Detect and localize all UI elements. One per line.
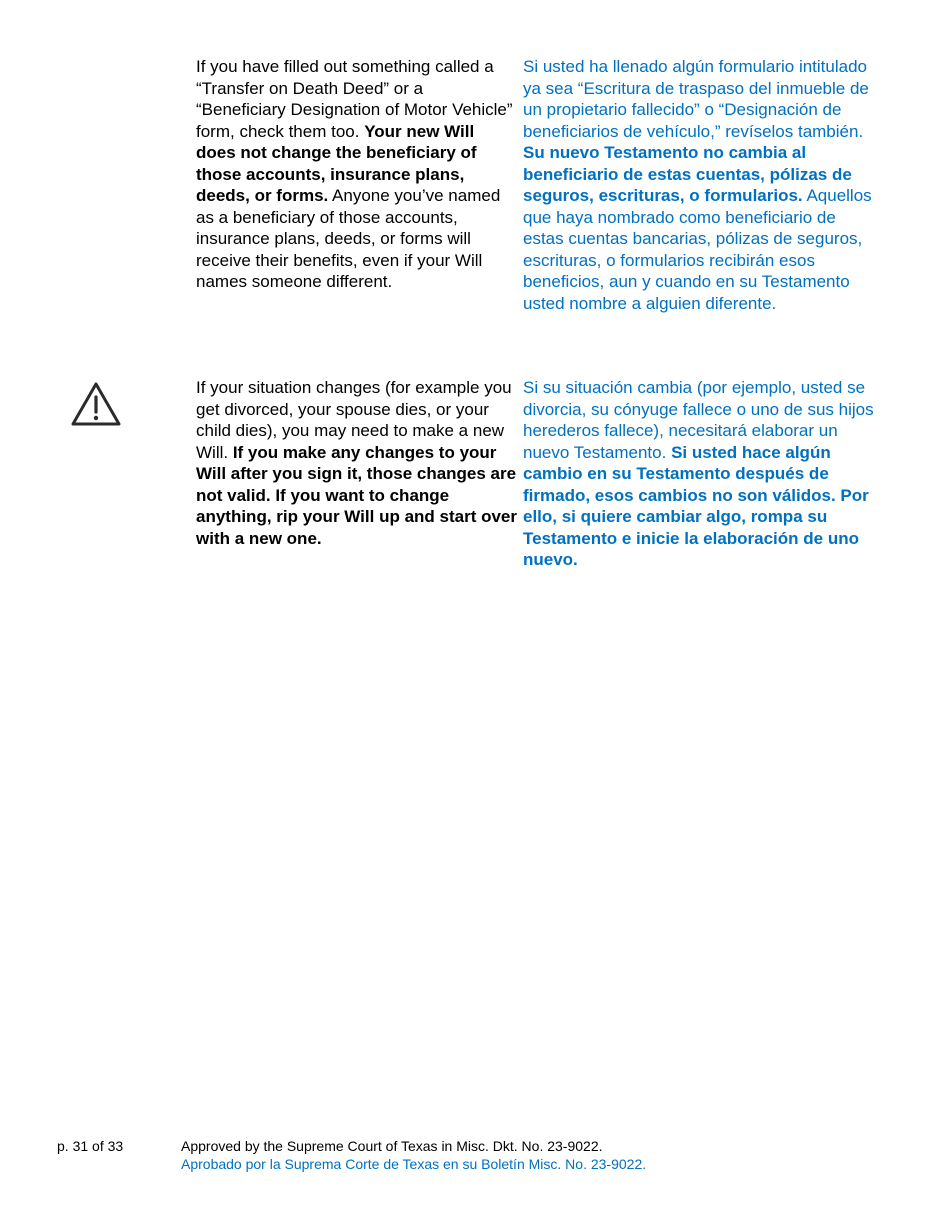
footer-page-label: p. 31 of 33 <box>57 1138 124 1154</box>
section-1-english-bold: Your new Will does not change the beneficiary of those accounts, insurance plans, deeds, or forms. <box>196 121 477 205</box>
section-1-spanish-text-after: Aquellos que haya nombrado como beneficiario de estas cuentas bancarias, pólizas de seguros, escrituras, o formularios recibirán esos beneficios, aun y cuando en su Testamento usted nombre a alguien diferente. <box>523 186 872 313</box>
section-1-spanish-text: Si usted ha llenado algún formulario intitulado ya sea “Escritura de traspaso del inmueble de un propietario fallecido” o “Designación de beneficiarios de vehículo,” revíselos también. <box>523 57 869 141</box>
section-1-english-text-after: Anyone you’ve named as a beneficiary of those accounts, insurance plans, deeds, or forms will receive their benefits, even if your Will names someone different. <box>196 186 501 291</box>
section-1-english-text: If you have filled out something called a “Transfer on Death Deed” or a “Beneficiary Designation of Motor Vehicle” form, check them too. <box>196 57 513 141</box>
footer-approval-english: Approved by the Supreme Court of Texas in Misc. Dkt. No. 23-9022. <box>181 1138 603 1154</box>
section-1-spanish-bold: Su nuevo Testamento no cambia al beneficiario de estas cuentas, pólizas de seguros, escrituras, o formularios. <box>523 143 852 205</box>
section-2-spanish-text: Si su situación cambia (por ejemplo, usted se divorcia, su cónyuge fallece o uno de sus hijos herederos fallece), necesitará elaborar un nuevo Testamento. <box>523 378 874 462</box>
footer-approval-spanish: Aprobado por la Suprema Corte de Texas en su Boletín Misc. No. 23-9022. <box>181 1156 647 1172</box>
section-1-spanish <box>523 56 881 314</box>
section-2-english-bold: If you make any changes to your Will after you sign it, those changes are not valid. If you want to change anything, rip your Will up and start over with a new one. <box>196 442 517 548</box>
section-1-english <box>196 56 514 293</box>
section-2-english <box>196 377 518 549</box>
section-2-spanish <box>523 377 878 571</box>
warning-icon <box>70 380 122 428</box>
section-2-english-text: If your situation changes (for example you get divorced, your spouse dies, or your child dies), you may need to make a new Will. <box>196 378 512 462</box>
section-2-spanish-bold: Si usted hace algún cambio en su Testamento después de firmado, esos cambios no son válidos. Por ello, si quiere cambiar algo, rompa su Testamento e inicie la elaboración de uno nuevo. <box>523 442 869 569</box>
